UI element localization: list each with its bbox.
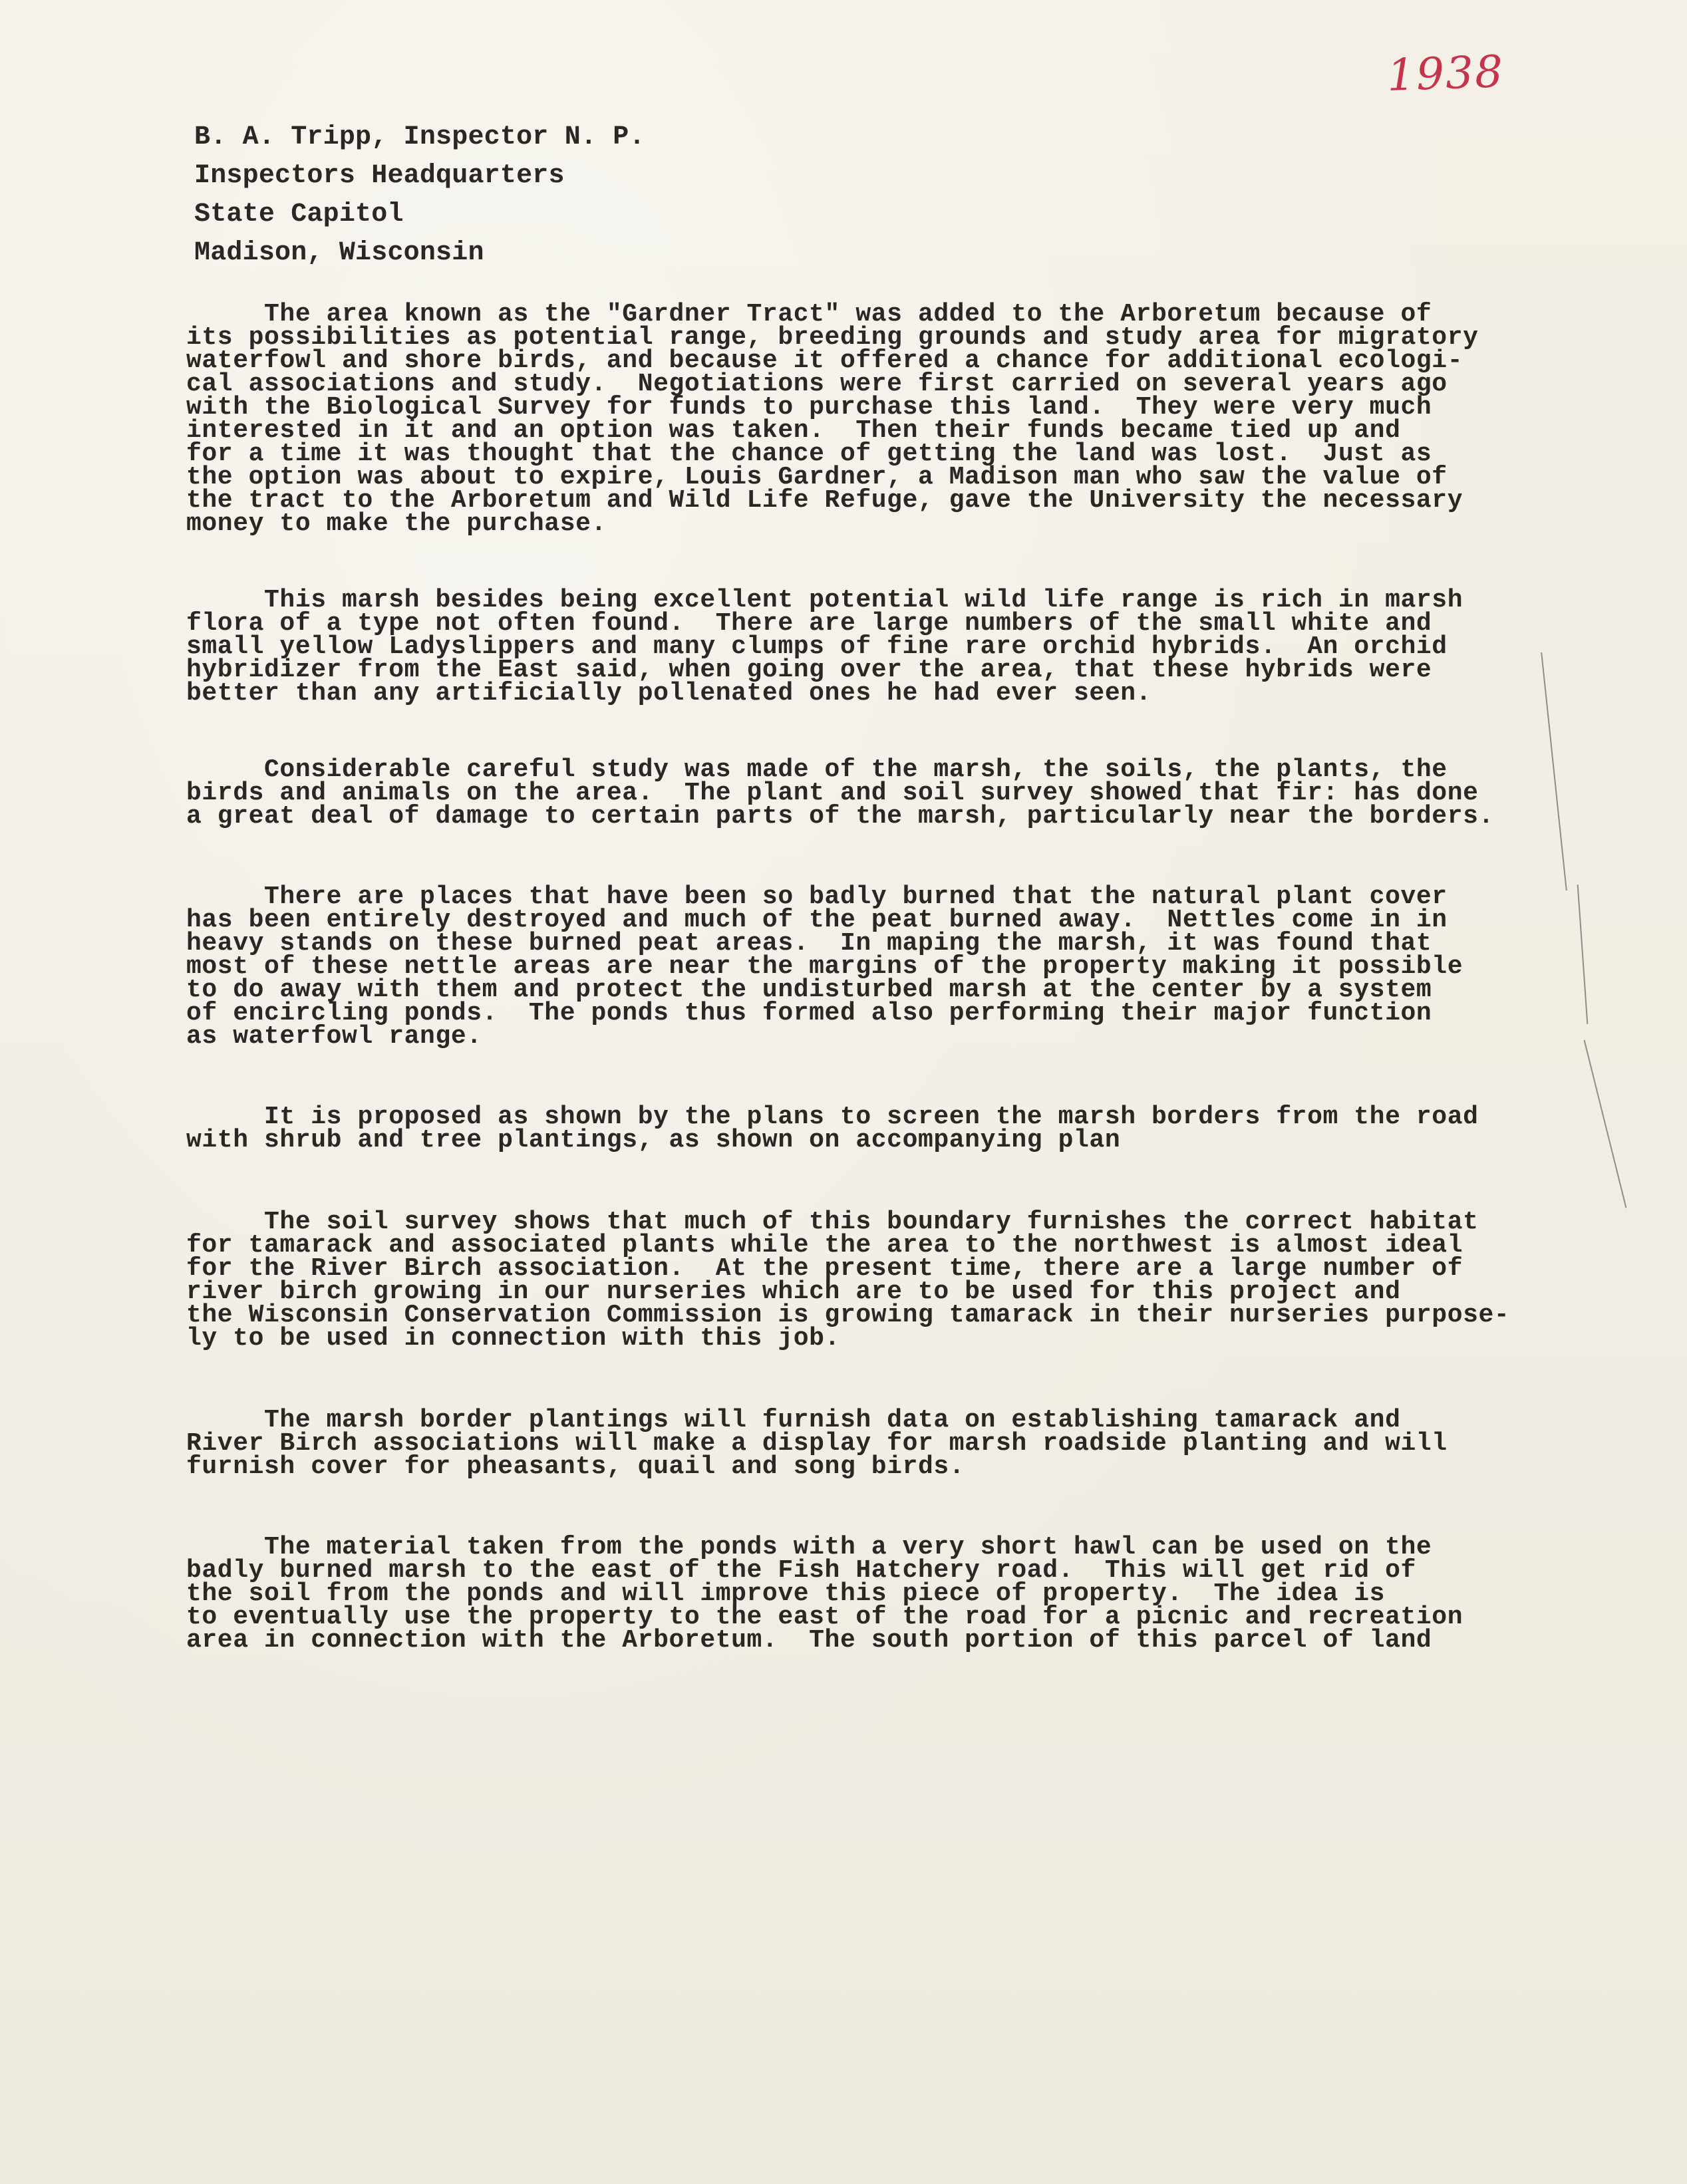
text-line: heavy stands on these burned peat areas. In maping the marsh, it was found that (186, 929, 1432, 958)
text-line: for a time it was thought that the chance of getting the land was lost. Just as (186, 440, 1432, 468)
text-line: The area known as the "Gardner Tract" was added to the Arboretum because of (186, 300, 1432, 329)
text-line: with shrub and tree plantings, as shown on accompanying plan (186, 1126, 1121, 1155)
paragraph-study (186, 755, 1557, 831)
text-line: for the River Birch association. At the present time, there are a large number of (186, 1254, 1463, 1283)
text-line: It is proposed as shown by the plans to screen the marsh borders from the road (186, 1103, 1479, 1131)
address-line: State Capitol (194, 200, 404, 229)
text-line: river birch growing in our nurseries which are to be used for this project and (186, 1278, 1401, 1306)
text-line: The marsh border plantings will furnish data on establishing tamarack and (186, 1406, 1401, 1434)
text-line: The material taken from the ponds with a very short hawl can be used on the (186, 1533, 1432, 1562)
text-line: ly to be used in connection with this job. (186, 1324, 840, 1353)
paragraph-burned-areas (186, 883, 1557, 1051)
text-line: The soil survey shows that much of this boundary furnishes the correct habitat (186, 1208, 1479, 1236)
text-line: for tamarack and associated plants while the area to the northwest is almost ideal (186, 1231, 1463, 1260)
text-line: of encircling ponds. The ponds thus formed also performing their major function (186, 999, 1432, 1027)
text-line: flora of a type not often found. There are large numbers of the small white and (186, 609, 1432, 638)
text-line: the soil from the ponds and will improve this piece of property. The idea is (186, 1579, 1386, 1608)
address-line: Inspectors Headquarters (194, 161, 565, 191)
paragraph-pond-material (186, 1533, 1557, 1655)
address-line: B. A. Tripp, Inspector N. P. (194, 122, 645, 152)
text-line: the tract to the Arboretum and Wild Life Refuge, gave the University the necessary (186, 486, 1463, 515)
text-line: has been entirely destroyed and much of the peat burned away. Nettles come in in (186, 906, 1448, 934)
text-line: better than any artificially pollenated ones he had ever seen. (186, 679, 1152, 708)
paragraph-screen-plantings (186, 1103, 1557, 1155)
address-block (194, 118, 1059, 273)
paragraph-marsh-flora (186, 586, 1557, 708)
text-line: to do away with them and protect the undisturbed marsh at the center by a system (186, 976, 1432, 1004)
text-line: interested in it and an option was taken. Then their funds became tied up and (186, 416, 1401, 445)
text-line: badly burned marsh to the east of the Fish Hatchery road. This will get rid of (186, 1556, 1416, 1585)
text-line: the Wisconsin Conservation Commission is growing tamarack in their nurseries purpose- (186, 1301, 1510, 1329)
text-line: waterfowl and shore birds, and because it offered a chance for additional ecologi- (186, 346, 1463, 375)
margin-pencil-mark (1584, 1040, 1627, 1208)
text-line: This marsh besides being excellent potential wild life range is rich in marsh (186, 586, 1463, 614)
address-line: Madison, Wisconsin (194, 238, 484, 268)
text-line: with the Biological Survey for funds to purchase this land. They were very much (186, 393, 1432, 422)
text-line: cal associations and study. Negotiations were first carried on several years ago (186, 370, 1448, 398)
text-line: There are places that have been so badly burned that the natural plant cover (186, 883, 1448, 911)
text-line: to eventually use the property to the east of the road for a picnic and recreation (186, 1603, 1463, 1631)
text-line: as waterfowl range. (186, 1022, 482, 1051)
text-line: Considerable careful study was made of the marsh, the soils, the plants, the (186, 755, 1448, 784)
text-line: birds and animals on the area. The plant and soil survey showed that fir: has done (186, 779, 1479, 807)
letter-body (186, 300, 1557, 1704)
paragraph-soil-survey (186, 1208, 1557, 1353)
text-line: furnish cover for pheasants, quail and song birds. (186, 1452, 965, 1481)
paragraph-border-plantings (186, 1406, 1557, 1481)
paragraph-gardner-tract (186, 300, 1557, 538)
text-line: its possibilities as potential range, breeding grounds and study area for migratory (186, 323, 1479, 352)
text-line: small yellow Ladyslippers and many clumps of fine rare orchid hybrids. An orchid (186, 632, 1448, 661)
text-line: hybridizer from the East said, when going over the area, that these hybrids were (186, 656, 1432, 684)
year-annotation: 1938 (1386, 45, 1505, 102)
text-line: a great deal of damage to certain parts of the marsh, particularly near the borders. (186, 802, 1494, 831)
margin-pencil-mark (1577, 885, 1589, 1024)
text-line: most of these nettle areas are near the margins of the property making it possible (186, 952, 1463, 981)
text-line: the option was about to expire, Louis Gardner, a Madison man who saw the value of (186, 463, 1448, 491)
text-line: River Birch associations will make a display for marsh roadside planting and will (186, 1429, 1448, 1458)
text-line: money to make the purchase. (186, 509, 607, 538)
text-line: area in connection with the Arboretum. The south portion of this parcel of land (186, 1626, 1432, 1655)
